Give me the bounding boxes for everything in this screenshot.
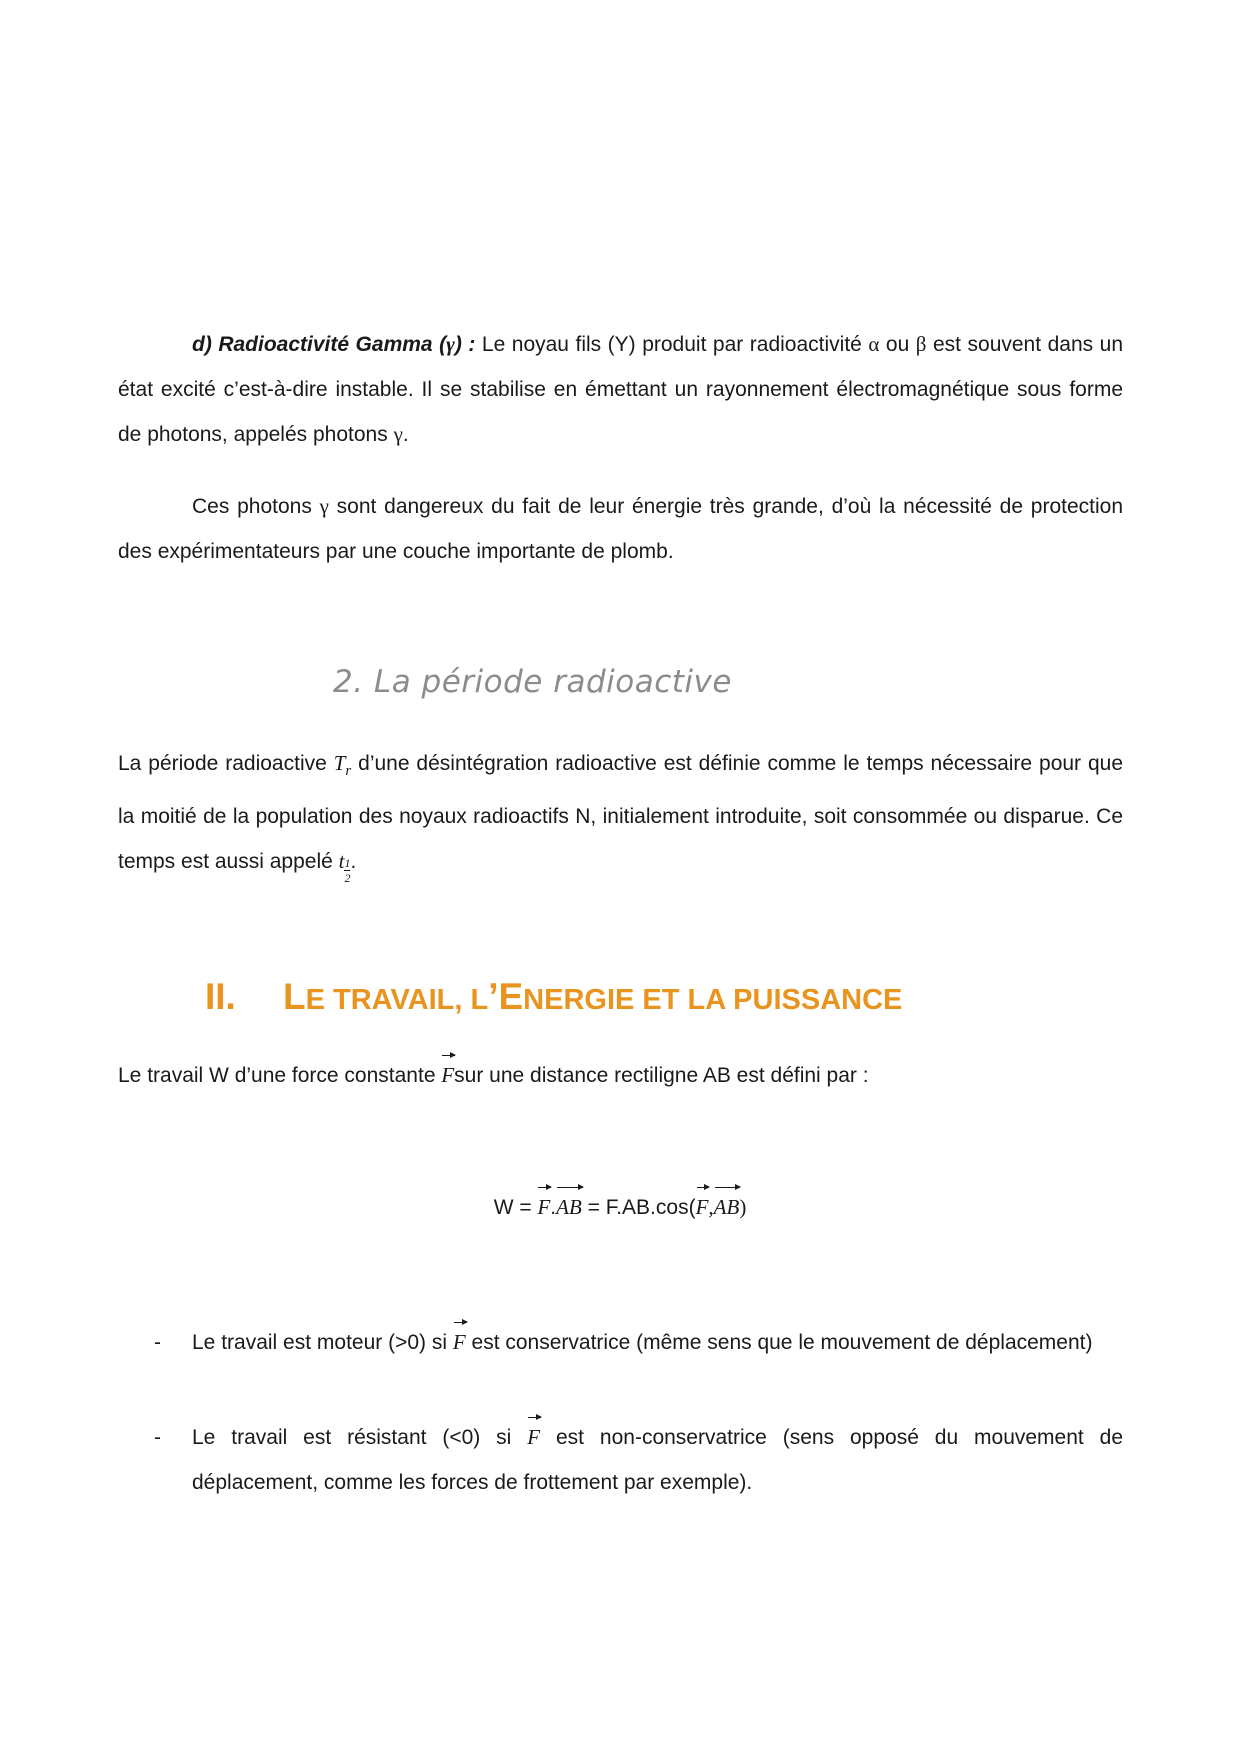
- section-heading: II. LE TRAVAIL, L’ENERGIE ET LA PUISSANCE: [205, 976, 903, 1017]
- period-heading: 2. La période radioactive: [333, 664, 732, 700]
- period-symbol: $T_r$: [333, 751, 352, 780]
- gamma-danger-paragraph: Ces photons γ sont dangereux du fait de leur énergie très grande, d’où la nécessité de protection des expérimentateurs par une couche importante de plomb.: [118, 494, 1123, 563]
- gamma-label: d) Radioactivité Gamma (γ) :: [192, 332, 476, 356]
- period-paragraph: La période radioactive $T_r$ d’une désintégration radioactive est définie comme le temps nécessaire pour que la moitié de la population des noyaux radioactifs N, initialement introduite, soit consommée ou disparue. Ce temps est aussi appelé t $\frac{1}{2}$ .: [118, 751, 1123, 886]
- half-life-symbol: t $\frac{1}{2}$: [338, 849, 351, 886]
- force-vector: F: [441, 1053, 454, 1098]
- gamma-symbol: γ: [393, 422, 403, 446]
- gamma-symbol: γ: [319, 494, 329, 518]
- section-number: II.: [205, 976, 236, 1017]
- work-definition: Le travail W d’une force constante Fsur une distance rectiligne AB est défini par :: [118, 1053, 1123, 1098]
- list-item: - Le travail est moteur (>0) si F est conservatrice (même sens que le mouvement de déplacement): [118, 1320, 1123, 1365]
- list-item: - Le travail est résistant (<0) si F est non-conservatrice (sens opposé du mouvement de déplacement, comme les forces de frottement par exemple).: [118, 1415, 1123, 1505]
- force-vector: F: [527, 1415, 540, 1460]
- alpha-symbol: α: [868, 332, 880, 356]
- gamma-paragraph: d) Radioactivité Gamma (γ) : Le noyau fils (Y) produit par radioactivité α ou β est souvent dans un état excité c’est-à-dire instable. Il se stabilise en émettant un rayonnement électromagnétique sous forme de photons, appelés photons γ.: [118, 332, 1123, 446]
- beta-symbol: β: [915, 332, 927, 356]
- work-formula: W = F.AB = F.AB.cos(F,AB): [0, 1185, 1240, 1230]
- force-vector: F: [453, 1320, 466, 1365]
